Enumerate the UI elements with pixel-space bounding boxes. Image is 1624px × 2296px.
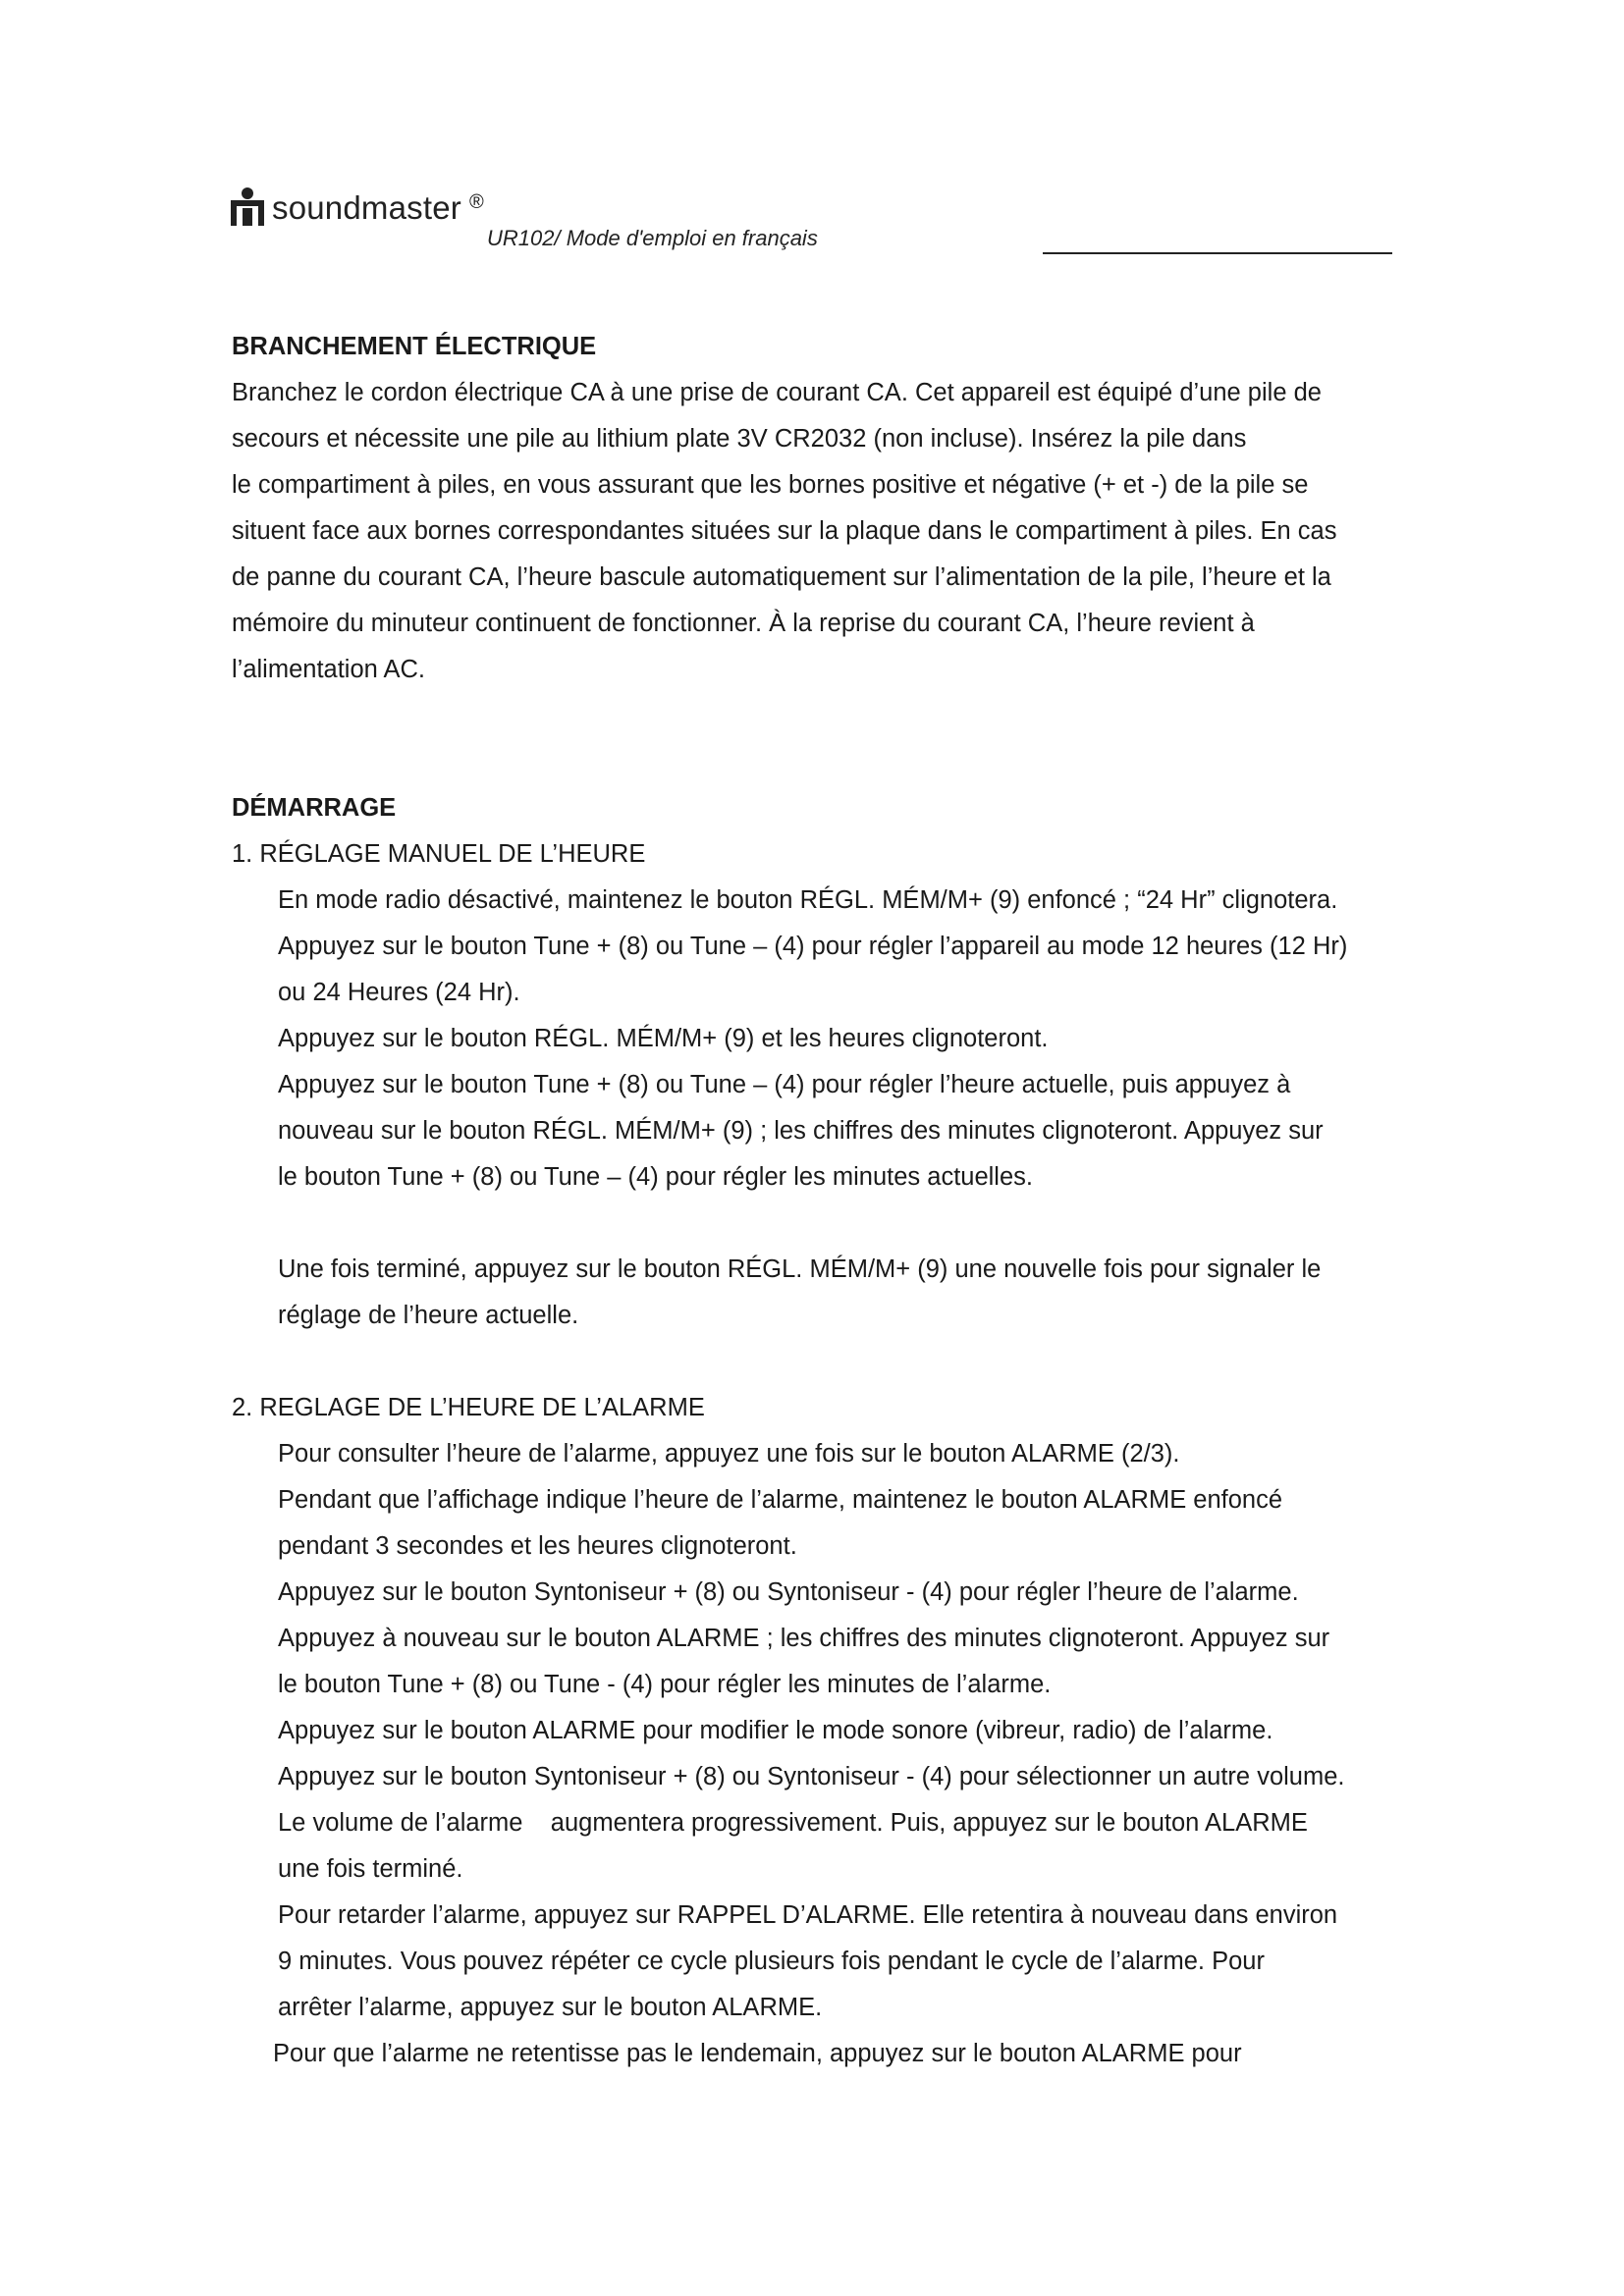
text-line: une fois terminé. (278, 1855, 463, 1883)
text-line: En mode radio désactivé, maintenez le bouton RÉGL. MÉM/M+ (9) enfoncé ; “24 Hr” clignotera. (278, 886, 1338, 914)
item-title-time-setting: 1. RÉGLAGE MANUEL DE L’HEURE (232, 840, 646, 868)
text-line: arrêter l’alarme, appuyez sur le bouton ALARME. (278, 1994, 823, 2021)
text-line: Pour que l’alarme ne retentisse pas le lendemain, appuyez sur le bouton ALARME pour (273, 2040, 1242, 2067)
text-line: situent face aux bornes correspondantes situées sur la plaque dans le compartiment à piles. En cas (232, 517, 1337, 545)
text-line: Appuyez sur le bouton Tune + (8) ou Tune – (4) pour régler l’heure actuelle, puis appuyez à (278, 1071, 1291, 1098)
text-line: 9 minutes. Vous pouvez répéter ce cycle plusieurs fois pendant le cycle de l’alarme. Pour (278, 1948, 1265, 1975)
registered-mark: ® (468, 191, 484, 213)
text-line: Branchez le cordon électrique CA à une prise de courant CA. Cet appareil est équipé d’une pile de (232, 379, 1322, 406)
text-line: Une fois terminé, appuyez sur le bouton RÉGL. MÉM/M+ (9) une nouvelle fois pour signaler le (278, 1255, 1322, 1283)
text-line: Pour retarder l’alarme, appuyez sur RAPPEL D’ALARME. Elle retentira à nouveau dans environ (278, 1901, 1338, 1929)
text-line: Appuyez à nouveau sur le bouton ALARME ; les chiffres des minutes clignoteront. Appuyez sur (278, 1625, 1330, 1652)
text-line: pendant 3 secondes et les heures clignoteront. (278, 1532, 797, 1560)
text-line: Appuyez sur le bouton RÉGL. MÉM/M+ (9) et les heures clignoteront. (278, 1025, 1049, 1052)
soundmaster-logo-icon (229, 187, 266, 228)
text-line: Appuyez sur le bouton Tune + (8) ou Tune – (4) pour régler l’appareil au mode 12 heures (12 Hr) (278, 933, 1348, 960)
document-subtitle: UR102/ Mode d'emploi en français (487, 226, 818, 250)
brand-name: soundmaster (272, 189, 461, 226)
text-line: Appuyez sur le bouton Syntoniseur + (8) ou Syntoniseur - (4) pour régler l’heure de l’alarme. (278, 1578, 1299, 1606)
text-line: secours et nécessite une pile au lithium plate 3V CR2032 (non incluse). Insérez la pile dans (232, 425, 1247, 453)
text-line: le compartiment à piles, en vous assurant que les bornes positive et négative (+ et -) de la pile se (232, 471, 1309, 499)
text-line: ou 24 Heures (24 Hr). (278, 979, 520, 1006)
section-title-power: BRANCHEMENT ÉLECTRIQUE (232, 333, 597, 360)
text-line: mémoire du minuteur continuent de fonctionner. À la reprise du courant CA, l’heure revient à (232, 610, 1255, 637)
text-line: le bouton Tune + (8) ou Tune - (4) pour régler les minutes de l’alarme. (278, 1671, 1052, 1698)
time-setting-paragraph (232, 878, 1449, 1201)
time-setting-confirm-paragraph (232, 1247, 1449, 1339)
text-line: Le volume de l’alarme augmentera progressivement. Puis, appuyez sur le bouton ALARME (278, 1809, 1308, 1837)
text-line: Pendant que l’affichage indique l’heure de l’alarme, maintenez le bouton ALARME enfoncé (278, 1486, 1283, 1514)
text-line: le bouton Tune + (8) ou Tune – (4) pour régler les minutes actuelles. (278, 1163, 1033, 1191)
item-title-alarm-setting: 2. REGLAGE DE L’HEURE DE L’ALARME (232, 1394, 705, 1421)
text-line: de panne du courant CA, l’heure bascule automatiquement sur l’alimentation de la pile, l’heure et la (232, 563, 1331, 591)
text-line: l’alimentation AC. (232, 656, 426, 683)
text-line: nouveau sur le bouton RÉGL. MÉM/M+ (9) ; les chiffres des minutes clignoteront. Appuyez sur (278, 1117, 1324, 1145)
section-title-startup: DÉMARRAGE (232, 794, 397, 822)
power-paragraph (232, 370, 1449, 693)
document-body (232, 324, 1449, 2077)
text-line: réglage de l’heure actuelle. (278, 1302, 579, 1329)
text-line: Appuyez sur le bouton Syntoniseur + (8) ou Syntoniseur - (4) pour sélectionner un autre volume. (278, 1763, 1345, 1790)
brand-logo (229, 187, 484, 228)
text-line: Appuyez sur le bouton ALARME pour modifier le mode sonore (vibreur, radio) de l’alarme. (278, 1717, 1273, 1744)
text-line: Pour consulter l’heure de l’alarme, appuyez une fois sur le bouton ALARME (2/3). (278, 1440, 1180, 1468)
alarm-setting-paragraph (232, 1431, 1449, 2077)
header-divider (1043, 252, 1392, 254)
